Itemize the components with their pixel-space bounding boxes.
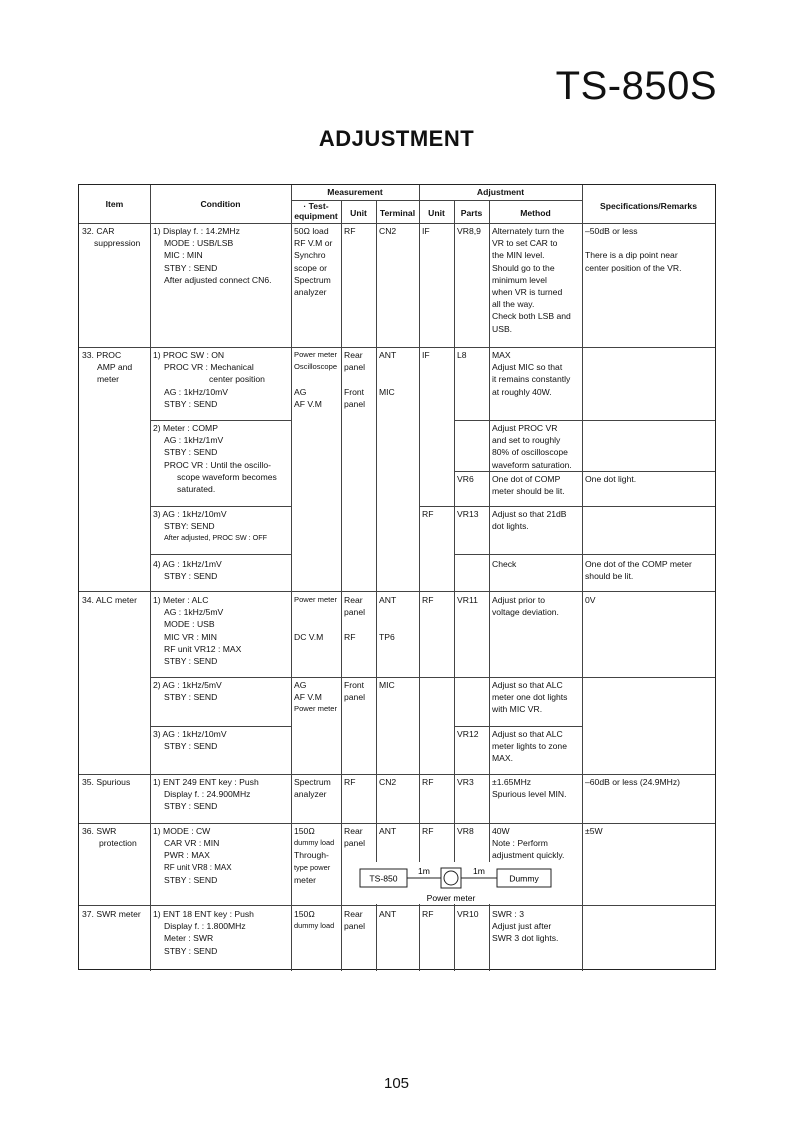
condition-cell: 1) MODE : CW CAR VR : MIN PWR : MAX RF unit VR8 : MAX STBY : SEND [153,826,232,885]
parts-cell: VR10 [457,909,479,919]
adj-unit-cell: RF [422,595,434,605]
method-cell: MAX Adjust MIC so that it remains constantly at roughly 40W. [492,350,571,397]
page-heading: ADJUSTMENT [318,126,475,151]
method-cell: Adjust PROC VR and set to roughly 80% of oscilloscope waveform saturation. [492,423,572,470]
row-divider [454,471,715,472]
row-divider [454,726,582,727]
method-cell: Adjust so that ALC meter lights to zone MAX. [492,729,567,764]
terminal-cell: CN2 [379,777,397,787]
unit-cell: Rear panel [344,826,366,849]
condition-cell: 2) AG : 1kHz/5mV STBY : SEND [153,680,222,703]
method-cell: Check [492,559,517,569]
spec-cell: ±5W [585,826,603,836]
spec-cell: 0V [585,595,596,605]
row-divider [454,554,715,555]
parts-cell: VR13 [457,509,479,519]
unit-cell: Rear panel RF [344,595,366,642]
spec-cell: One dot of the COMP meter should be lit. [585,559,692,582]
radio-label: TS-850 [369,873,398,884]
condition-cell: 1) ENT 18 ENT key : Push Display f. : 1.800MHz Meter : SWR STBY : SEND [153,909,254,956]
header-method: Method [520,208,551,218]
parts-cell: VR11 [457,595,478,605]
col-divider [582,185,583,971]
header-adjustment: Adjustment [476,187,525,197]
item-cell: 37. SWR meter [82,909,141,919]
condition-cell: 2) Meter : COMP AG : 1kHz/1mV STBY : SEND PROC VR : Until the oscillo- scope waveform becomes saturated. [153,423,277,495]
method-cell: Adjust so that ALC meter one dot lights with MIC VR. [492,680,568,715]
item-cell: 35. Spurious [82,777,131,787]
row-divider [79,223,715,224]
item-cell: 32. CAR suppression [82,226,141,249]
header-parts: Parts [460,208,483,218]
row-divider [150,554,291,555]
col-divider [341,201,342,971]
col-divider [291,185,292,971]
parts-cell: VR12 [457,729,479,739]
row-divider [150,677,715,678]
method-cell: One dot of COMP meter should be lit. [492,474,565,497]
item-cell: 34. ALC meter [82,595,137,605]
unit-cell: RF [344,777,356,787]
condition-cell: 1) Display f. : 14.2MHz MODE : USB/LSB MIC : MIN STBY : SEND After adjusted connect CN6. [153,226,272,285]
method-cell: Adjust so that 21dB dot lights. [492,509,567,532]
equipment-cell: 150Ω dummy load [294,909,335,931]
connection-diagram [355,862,562,904]
adj-unit-cell: IF [422,350,430,360]
spec-cell: –50dB or less There is a dip point near center position of the VR. [585,226,682,273]
row-divider [79,591,715,592]
parts-cell: VR6 [457,474,474,484]
row-divider [150,726,291,727]
row-divider [79,774,715,775]
row-divider [419,506,715,507]
page-number: 105 [383,1075,410,1092]
col-divider [419,185,420,971]
unit-cell: Rear panel [344,909,366,932]
header-spec: Specifications/Remarks [600,201,697,211]
row-divider [454,420,715,421]
row-divider [150,420,291,421]
item-cell: 36. SWR protection [82,826,137,849]
cable-length-label: 1m [418,866,430,876]
method-cell: Adjust prior to voltage deviation. [492,595,559,618]
adjustment-table [78,184,716,970]
equipment-cell: Power meter Oscilloscope AG AF V.M [294,350,338,409]
row-divider [150,506,291,507]
power-meter-label: Power meter [426,893,476,903]
col-divider [489,201,490,971]
model-title: TS-850S [555,64,717,108]
spec-cell: One dot light. [585,474,637,484]
col-divider [376,201,377,971]
terminal-cell: ANT [379,909,397,919]
terminal-cell: ANT MIC [379,350,397,397]
adj-unit-cell: RF [422,826,434,836]
method-cell: Alternately turn the VR to set CAR to the MIN level. Should go to the minimum level when VR is turned all the way. Check both LSB and USB. [492,226,571,334]
header-test-equipment: · Test- equipment [294,201,338,221]
condition-cell: 1) ENT 249 ENT key : Push Display f. : 24.900MHz STBY : SEND [153,777,259,812]
header-unit: Unit [350,208,367,218]
spec-cell: –60dB or less (24.9MHz) [585,777,681,787]
header-measurement: Measurement [327,187,383,197]
header-item: Item [105,199,124,209]
condition-cell: 3) AG : 1kHz/10mV STBY: SEND After adjusted, PROC SW : OFF [153,509,268,543]
unit-cell: Front panel [344,680,366,703]
row-divider [79,347,715,348]
equipment-cell: AG AF V.M Power meter [294,680,338,714]
cable-length-label: 1m [473,866,485,876]
method-cell: SWR : 3 Adjust just after SWR 3 dot lights. [492,909,559,944]
header-condition: Condition [200,199,241,209]
adj-unit-cell: RF [422,777,434,787]
parts-cell: VR8,9 [457,226,481,236]
col-divider [454,201,455,971]
header-terminal: Terminal [379,208,416,218]
condition-cell: 4) AG : 1kHz/1mV STBY : SEND [153,559,222,582]
method-cell: ±1.65MHz Spurious level MIN. [492,777,567,800]
adj-unit-cell: IF [422,226,430,236]
adj-unit-cell: RF [422,909,434,919]
col-divider [150,185,151,971]
terminal-cell: CN2 [379,226,397,236]
row-divider [79,905,715,906]
condition-cell: 1) Meter : ALC AG : 1kHz/5mV MODE : USB MIC VR : MIN RF unit VR12 : MAX STBY : SEND [153,595,242,667]
condition-cell: 3) AG : 1kHz/10mV STBY : SEND [153,729,227,752]
condition-cell: 1) PROC SW : ON PROC VR : Mechanical center position AG : 1kHz/10mV STBY : SEND [153,350,265,409]
item-cell: 33. PROC AMP and meter [82,350,133,385]
dummy-load-label: Dummy [509,873,539,884]
unit-cell: RF [344,226,356,236]
parts-cell: VR3 [457,777,474,787]
equipment-cell: Spectrum analyzer [294,777,331,800]
terminal-cell: ANT TP6 [379,595,397,642]
unit-cell: Rear panel Front panel [344,350,366,409]
equipment-cell: 50Ω load RF V.M or Synchro scope or Spectrum analyzer [294,226,333,298]
method-cell: 40W Note : Perform adjustment quickly. [492,826,565,861]
parts-cell: VR8 [457,826,474,836]
header-adj-unit: Unit [428,208,445,218]
equipment-cell: Power meter DC V.M [294,595,338,642]
row-divider [79,823,715,824]
parts-cell: L8 [457,350,467,360]
adj-unit-cell: RF [422,509,434,519]
terminal-cell: MIC [379,680,395,690]
terminal-cell: ANT [379,826,397,836]
equipment-cell: 150Ω dummy load Through- type power meter [294,826,335,885]
power-meter-icon [444,871,458,885]
